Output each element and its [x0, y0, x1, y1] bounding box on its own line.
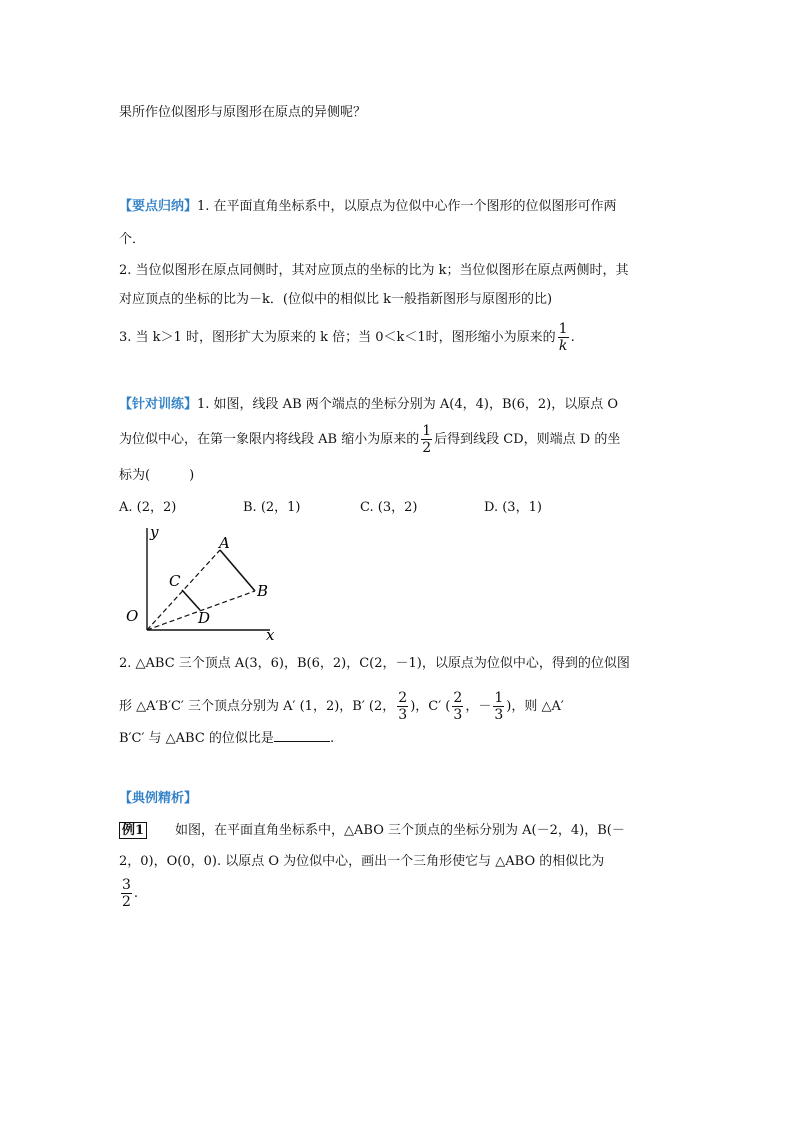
segment-cd	[182, 590, 200, 610]
practice-q1-text-2b: 后得到线段 CD，则端点 D 的坐	[434, 432, 621, 447]
option-a: A. (2，2)	[119, 500, 177, 515]
summary-point-2-cont: 对应顶点的坐标的比为－k．(位似中的相似比 k一般指新图形与原图形的比)	[119, 292, 553, 307]
label-y: y	[150, 523, 159, 541]
fraction-denominator: 2	[122, 894, 131, 910]
fraction-numerator: 1	[422, 423, 432, 439]
summary-line-1	[119, 198, 617, 216]
summary-point-3	[119, 322, 575, 353]
fraction-two-thirds-b	[397, 691, 408, 722]
practice-q1-text: 1. 如图，线段 AB 两个端点的坐标分别为 A(4，4)，B(6，2)，以原点 O	[197, 397, 618, 412]
example-line3	[119, 878, 138, 909]
fraction-numerator: 2	[398, 690, 408, 706]
fraction-numerator: 2	[453, 690, 463, 706]
example-heading-line	[119, 790, 197, 808]
option-c: C. (3，2)	[360, 500, 418, 515]
practice-heading: 【针对训练】	[119, 397, 198, 412]
label-o: O	[126, 607, 139, 625]
example-text-1: 如图，在平面直角坐标系中，△ABO 三个顶点的坐标分别为 A(－2，4)，B(－	[175, 823, 625, 838]
summary-heading: 【要点归纳】	[119, 199, 198, 214]
practice-q1-line3: 标为( )	[119, 468, 195, 483]
label-x: x	[266, 626, 275, 642]
fraction-denominator: 3	[494, 707, 504, 723]
fraction-denominator: 3	[453, 707, 463, 723]
practice-q2-text-2b: )，C′ (	[410, 699, 451, 714]
segment-ab	[220, 550, 255, 591]
practice-q2-text-2d: )，则 △A′	[506, 699, 564, 714]
answer-blank[interactable]	[274, 727, 330, 742]
summary-point-1-cont: 个．	[119, 232, 146, 247]
example-text-3: .	[133, 886, 139, 901]
practice-q2-line2	[119, 691, 564, 722]
fraction-numerator: 1	[494, 690, 504, 706]
option-d: D. (3，1)	[484, 500, 542, 515]
practice-q1-line1	[119, 396, 618, 414]
summary-point-1: 1. 在平面直角坐标系中，以原点为位似中心作一个图形的位似图形可作两	[197, 199, 617, 214]
practice-q2-text-3a: B′C′ 与 △ABC 的位似比是	[119, 731, 274, 746]
practice-q2-text-2c: ，－	[465, 699, 492, 714]
fraction-two-thirds-c	[452, 691, 463, 722]
label-b: B	[257, 582, 269, 600]
fraction-one-over-k	[558, 322, 569, 353]
label-d: D	[198, 609, 211, 627]
example-line2: 2，0)，O(0，0). 以原点 O 为位似中心，画出一个三角形使它与 △ABO 的相似比为	[119, 854, 605, 869]
fraction-denominator: 3	[398, 707, 408, 723]
practice-q1-text-2a: 为位似中心，在第一象限内将线段 AB 缩小为原来的	[119, 432, 420, 447]
intro-question: 果所作位似图形与原图形在原点的异侧呢？	[119, 105, 367, 120]
fraction-three-halves	[121, 878, 132, 909]
label-a: A	[219, 534, 230, 552]
summary-point-3-end: .	[570, 330, 575, 345]
fraction-numerator: 1	[558, 321, 568, 337]
example-heading: 【典例精析】	[119, 791, 198, 806]
coordinate-figure	[120, 522, 290, 642]
summary-point-3-text: 3. 当 k＞1 时，图形扩大为原来的 k 倍；当 0＜k＜1时，图形缩小为原来的	[119, 330, 556, 345]
fraction-denominator: k	[558, 338, 568, 354]
practice-q2-text-3b: .	[329, 731, 335, 746]
fraction-denominator: 2	[422, 440, 432, 456]
fraction-one-half	[421, 424, 432, 455]
option-b: B. (2，1)	[243, 500, 301, 515]
example-label: 例1	[119, 822, 147, 839]
practice-q1-line2	[119, 424, 620, 455]
practice-q2-text-2a: 形 △A′B′C′ 三个顶点分别为 A′ (1，2)，B′ (2，	[119, 699, 396, 714]
fraction-numerator: 3	[122, 877, 131, 893]
fraction-one-third	[493, 691, 504, 722]
label-c: C	[169, 572, 181, 590]
practice-q2-line1: 2. △ABC 三个顶点 A(3，6)，B(6，2)，C(2，－1)，以原点为位似中心，得到的位似图	[119, 656, 630, 671]
summary-point-2: 2. 当位似图形在原点同侧时，其对应顶点的坐标的比为 k；当位似图形在原点两侧时，其	[119, 263, 629, 278]
practice-q2-line3	[119, 727, 334, 748]
example-line1	[119, 822, 625, 840]
